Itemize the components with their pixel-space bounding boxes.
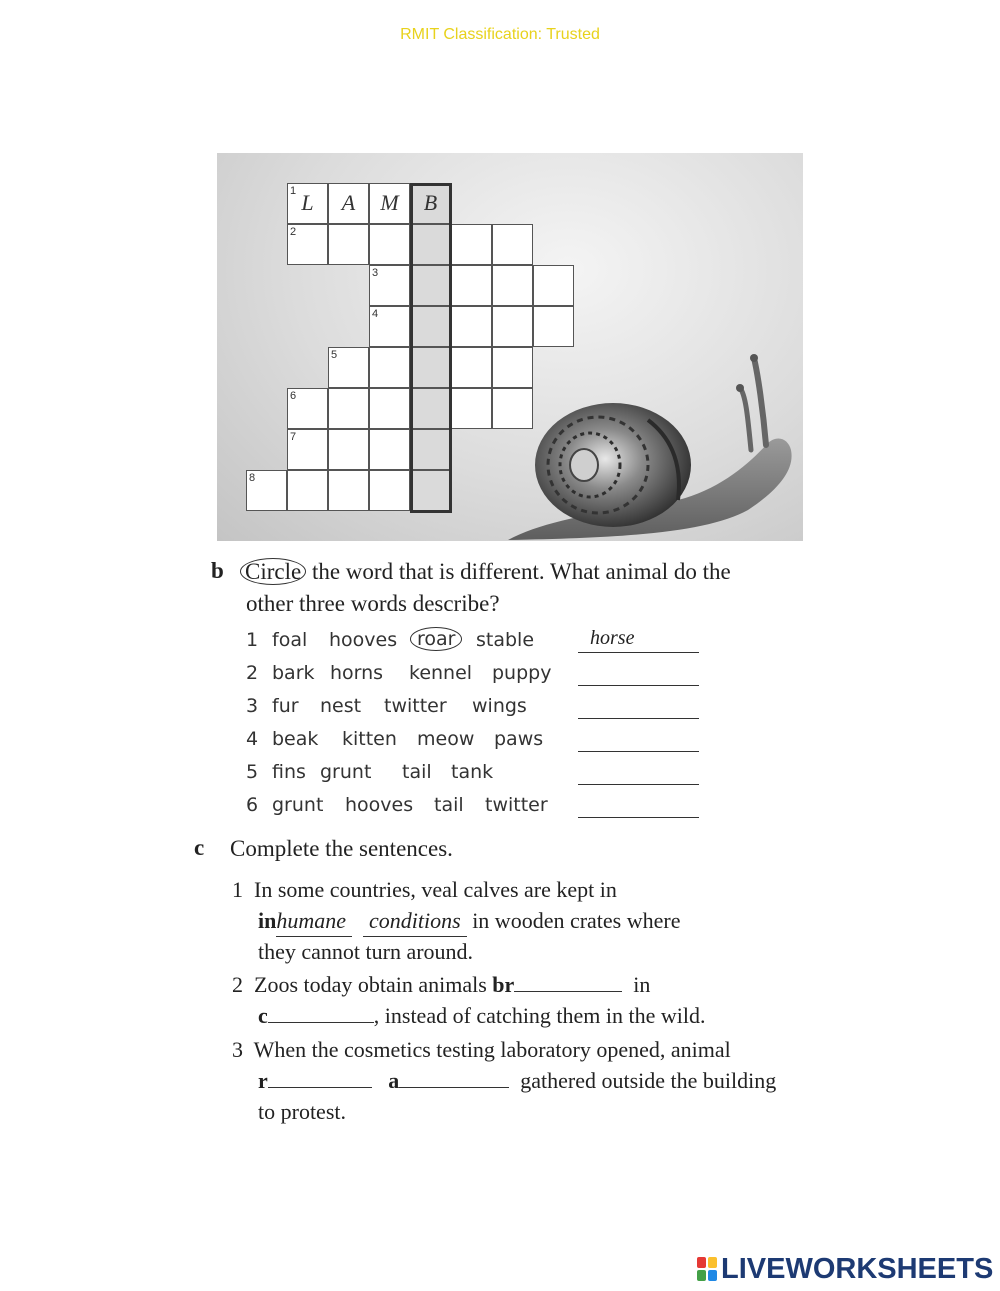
answer-blank-captivity[interactable] <box>268 1000 374 1023</box>
crossword-cell[interactable] <box>328 347 369 388</box>
classification-label: RMIT Classification: Trusted <box>400 26 600 43</box>
word-option[interactable]: meow <box>417 728 475 750</box>
prefix-hint: a <box>388 1068 400 1093</box>
crossword-cell[interactable] <box>410 347 451 388</box>
liveworksheets-logo <box>697 1252 993 1286</box>
section-b-instruction <box>240 556 731 587</box>
sentence-1-line3: they cannot turn around. <box>258 939 474 964</box>
crossword-cell[interactable] <box>369 183 410 224</box>
crossword-cell[interactable] <box>410 183 451 224</box>
section-b-instruction-line2: other three words describe? <box>246 591 500 616</box>
clue-number: 6 <box>290 390 297 402</box>
clue-number: 3 <box>372 267 379 279</box>
crossword-cell[interactable] <box>410 224 451 265</box>
clue-number: 4 <box>372 308 379 320</box>
crossword-cell[interactable] <box>328 183 369 224</box>
crossword-cell[interactable] <box>369 347 410 388</box>
sentence-1-line2 <box>258 905 681 937</box>
sentence-2-line2 <box>258 1000 706 1031</box>
word-option[interactable]: kennel <box>409 662 473 684</box>
clue-number: 1 <box>290 185 297 197</box>
item-number: 3 <box>246 695 259 717</box>
sentence-number: 3 <box>232 1037 243 1062</box>
circle-word: Circle <box>240 558 306 585</box>
item-number: 5 <box>246 761 259 783</box>
sentence-3-line3: to protest. <box>258 1099 346 1124</box>
crossword-cell[interactable] <box>328 470 369 511</box>
word-option[interactable]: fins <box>272 761 306 783</box>
clue-number: 7 <box>290 431 297 443</box>
word-option[interactable]: horns <box>330 662 384 684</box>
crossword-cell[interactable] <box>369 429 410 470</box>
word-option[interactable]: nest <box>320 695 362 717</box>
crossword-cell[interactable] <box>451 347 492 388</box>
crossword-cell[interactable] <box>369 306 410 347</box>
word-option[interactable]: kitten <box>342 728 397 750</box>
crossword-cell[interactable] <box>451 224 492 265</box>
item-number: 4 <box>246 728 259 750</box>
crossword-letter: M <box>380 190 399 215</box>
answer-blank-rights[interactable] <box>268 1065 372 1088</box>
crossword-cell[interactable] <box>410 306 451 347</box>
crossword-cell[interactable] <box>328 388 369 429</box>
prefix-hint: br <box>492 972 515 997</box>
word-option[interactable]: tail <box>434 794 464 816</box>
word-option[interactable]: bark <box>272 662 315 684</box>
crossword-cell[interactable] <box>451 388 492 429</box>
answer-blank[interactable] <box>578 660 699 686</box>
word-option[interactable]: twitter <box>384 695 447 717</box>
crossword-cell[interactable] <box>287 388 328 429</box>
section-b-letter: b <box>211 558 224 583</box>
word-option[interactable]: stable <box>476 629 535 651</box>
word-option[interactable]: grunt <box>320 761 372 783</box>
crossword-cell[interactable] <box>369 470 410 511</box>
item-number: 1 <box>246 629 259 651</box>
section-c-instruction: Complete the sentences. <box>230 836 453 861</box>
word-option[interactable]: puppy <box>492 662 552 684</box>
sentence-number: 1 <box>232 877 243 902</box>
crossword-cell[interactable] <box>328 429 369 470</box>
crossword-cell[interactable] <box>369 224 410 265</box>
answer-blank[interactable] <box>578 693 699 719</box>
word-option[interactable]: tank <box>451 761 494 783</box>
answer-blank[interactable] <box>578 792 699 818</box>
crossword-cell[interactable] <box>533 306 574 347</box>
crossword-letter: B <box>423 190 438 215</box>
answer-blank[interactable]: horse <box>578 627 699 653</box>
crossword-cell[interactable] <box>410 265 451 306</box>
sentence-text: gathered outside the building <box>520 1068 777 1093</box>
word-option[interactable]: foal <box>272 629 308 651</box>
crossword-cell[interactable] <box>287 470 328 511</box>
clue-number: 5 <box>331 349 338 361</box>
snail-image <box>508 350 803 540</box>
sentence-text: in wooden crates where <box>472 908 681 933</box>
crossword-cell[interactable] <box>410 470 451 511</box>
crossword-letter: L <box>301 190 314 215</box>
sentence-text: , instead of catching them in the wild. <box>373 1003 706 1028</box>
word-option[interactable]: hooves <box>345 794 414 816</box>
crossword-cell[interactable] <box>533 265 574 306</box>
crossword-cell[interactable] <box>287 224 328 265</box>
word-option[interactable]: hooves <box>329 629 398 651</box>
crossword-letter: A <box>341 190 356 215</box>
sentence-3-line1 <box>232 1034 731 1065</box>
crossword-cell[interactable] <box>492 224 533 265</box>
word-option[interactable]: fur <box>272 695 299 717</box>
sentence-number: 2 <box>232 972 243 997</box>
crossword-cell[interactable] <box>410 429 451 470</box>
sentence-text: in <box>633 972 651 997</box>
prefix-hint: r <box>258 1068 268 1093</box>
word-option[interactable]: wings <box>472 695 527 717</box>
instruction-text: the word that is different. What animal do the <box>311 559 731 584</box>
word-option[interactable]: roar <box>410 627 462 651</box>
answer-blank[interactable] <box>578 759 699 785</box>
sentence-text: In some countries, veal calves are kept in <box>254 877 617 902</box>
word-option[interactable]: paws <box>494 728 544 750</box>
answer-blank-activists[interactable] <box>399 1065 509 1088</box>
prefix-hint: in <box>258 908 277 933</box>
item-number: 6 <box>246 794 259 816</box>
crossword-cell[interactable] <box>492 306 533 347</box>
crossword-cell[interactable] <box>246 470 287 511</box>
sentence-3-line2 <box>258 1065 776 1096</box>
answer-blank-bred[interactable] <box>514 969 622 992</box>
sentence-text: When the cosmetics testing laboratory opened, animal <box>253 1037 731 1062</box>
crossword-cell[interactable] <box>369 388 410 429</box>
logo-text: LIVEWORKSHEETS <box>721 1252 994 1285</box>
sentence-1-line1 <box>232 874 617 905</box>
clue-number: 2 <box>290 226 297 238</box>
crossword-cell[interactable] <box>492 265 533 306</box>
word-option[interactable]: grunt <box>272 794 324 816</box>
word-option[interactable]: twitter <box>485 794 548 816</box>
sentence-2-line1 <box>232 969 650 1000</box>
crossword-cell[interactable] <box>328 224 369 265</box>
crossword-cell[interactable] <box>287 183 328 224</box>
section-c-letter: c <box>194 835 205 860</box>
answer-blank[interactable] <box>578 726 699 752</box>
prefix-hint: c <box>258 1003 268 1028</box>
answer-blank-humane[interactable]: humane <box>276 905 352 937</box>
crossword-cell[interactable] <box>369 265 410 306</box>
word-option[interactable]: beak <box>272 728 319 750</box>
crossword-cell[interactable] <box>451 265 492 306</box>
answer-blank-conditions[interactable]: conditions <box>363 905 467 937</box>
item-number: 2 <box>246 662 259 684</box>
crossword-cell[interactable] <box>287 429 328 470</box>
clue-number: 8 <box>249 472 256 484</box>
crossword-cell[interactable] <box>410 388 451 429</box>
sentence-text: Zoos today obtain animals <box>254 972 487 997</box>
logo-blocks-icon <box>697 1257 717 1281</box>
crossword-cell[interactable] <box>451 306 492 347</box>
word-option[interactable]: tail <box>402 761 432 783</box>
